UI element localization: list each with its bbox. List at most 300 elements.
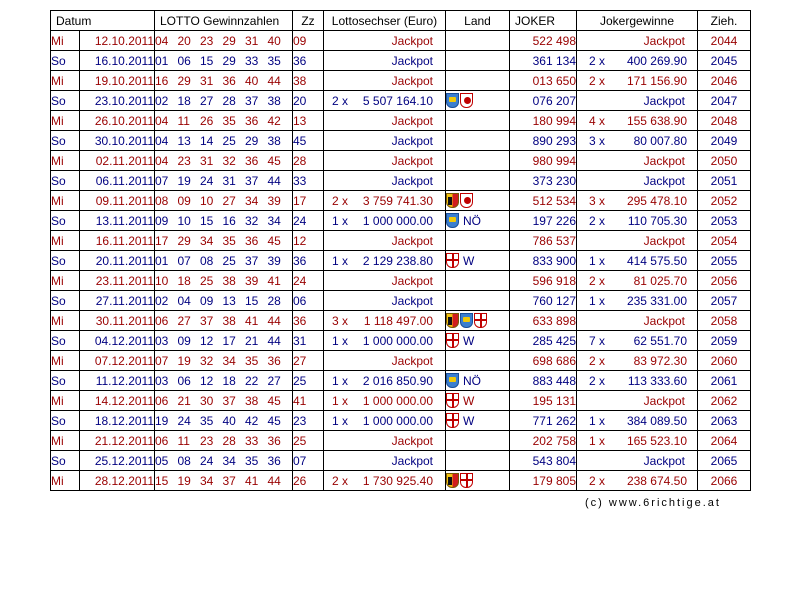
joker-number-cell: 890 293 <box>510 131 577 151</box>
lotto-number: 20 <box>177 33 191 48</box>
sechser-multiplier: 1 x <box>332 394 349 408</box>
ziehung-cell: 2063 <box>698 411 751 431</box>
ziehung-cell: 2054 <box>698 231 751 251</box>
lotto-number: 15 <box>245 293 259 308</box>
lotto-number: 09 <box>177 333 191 348</box>
jokergewinne-cell <box>577 271 698 291</box>
winning-numbers-cell <box>155 51 293 71</box>
joker-multiplier: 7 x <box>589 334 606 348</box>
lotto-number: 17 <box>155 233 169 248</box>
joker-amount: 400 269.90 <box>626 54 687 68</box>
lotto-number: 44 <box>267 73 281 88</box>
lotto-number: 35 <box>200 413 214 428</box>
sechser-amount: 1 118 497.00 <box>363 314 433 328</box>
sechser-amount: 1 000 000.00 <box>362 334 433 348</box>
jokergewinne-cell <box>577 371 698 391</box>
lotto-number: 39 <box>267 193 281 208</box>
lotto-number: 41 <box>245 313 259 328</box>
lottosechser-cell <box>324 131 446 151</box>
jokergewinne-cell <box>577 391 698 411</box>
land-cell <box>446 91 510 111</box>
lotto-number: 27 <box>222 193 236 208</box>
lotto-number: 28 <box>222 93 236 108</box>
lotto-number: 13 <box>177 133 191 148</box>
lotto-number: 37 <box>245 173 259 188</box>
date-cell: 30.11.2011 <box>80 311 155 331</box>
lotto-number: 23 <box>200 433 214 448</box>
jokergewinne-cell <box>577 291 698 311</box>
lotto-number: 35 <box>222 233 236 248</box>
noe-flag-icon <box>446 373 459 388</box>
table-row <box>51 451 751 471</box>
lotto-number: 32 <box>222 153 236 168</box>
table-row <box>51 71 751 91</box>
joker-multiplier: 2 x <box>589 214 606 228</box>
table-row <box>51 431 751 451</box>
winning-numbers-cell <box>155 391 293 411</box>
joker-jackpot: Jackpot <box>643 34 685 48</box>
weekday-cell: Mi <box>51 471 80 491</box>
joker-number-cell: 522 498 <box>510 31 577 51</box>
lotto-number: 29 <box>177 233 191 248</box>
zusatzzahl-cell: 25 <box>293 431 324 451</box>
ziehung-cell: 2046 <box>698 71 751 91</box>
lottosechser-cell <box>324 371 446 391</box>
lottosechser-cell <box>324 451 446 471</box>
lotto-number: 44 <box>267 333 281 348</box>
weekday-cell: So <box>51 251 80 271</box>
joker-amount: 384 089.50 <box>626 414 687 428</box>
lotto-number: 40 <box>267 33 281 48</box>
sechser-amount: 2 016 850.90 <box>362 374 433 388</box>
winning-numbers-cell <box>155 451 293 471</box>
zusatzzahl-cell: 41 <box>293 391 324 411</box>
noe-flag-icon <box>446 93 459 108</box>
lotto-number: 27 <box>177 313 191 328</box>
lotto-number: 18 <box>177 273 191 288</box>
sechser-amount: 1 000 000.00 <box>362 414 433 428</box>
weekday-cell: So <box>51 91 80 111</box>
lottosechser-cell <box>324 391 446 411</box>
joker-multiplier: 2 x <box>589 54 606 68</box>
joker-multiplier: 2 x <box>589 374 606 388</box>
ziehung-cell: 2061 <box>698 371 751 391</box>
joker-amount: 238 674.50 <box>626 474 687 488</box>
joker-jackpot: Jackpot <box>643 154 685 168</box>
zusatzzahl-cell: 06 <box>293 291 324 311</box>
lotto-number: 09 <box>200 293 214 308</box>
lotto-number: 03 <box>155 333 169 348</box>
lottosechser-cell <box>324 171 446 191</box>
lotto-number: 36 <box>245 233 259 248</box>
land-cell <box>446 211 510 231</box>
land-cell <box>446 431 510 451</box>
lotto-number: 29 <box>245 133 259 148</box>
joker-jackpot: Jackpot <box>643 234 685 248</box>
ziehung-cell: 2051 <box>698 171 751 191</box>
jokergewinne-cell <box>577 71 698 91</box>
land-cell <box>446 131 510 151</box>
sechser-jackpot: Jackpot <box>391 454 433 468</box>
table-row <box>51 311 751 331</box>
lotto-number: 08 <box>200 253 214 268</box>
winning-numbers-cell <box>155 291 293 311</box>
sechser-jackpot: Jackpot <box>391 34 433 48</box>
lotto-number: 04 <box>155 113 169 128</box>
sechser-jackpot: Jackpot <box>391 114 433 128</box>
header-gewinnzahlen: LOTTO Gewinnzahlen <box>155 11 293 31</box>
lottosechser-cell <box>324 111 446 131</box>
winning-numbers-cell <box>155 191 293 211</box>
joker-multiplier: 4 x <box>589 114 606 128</box>
table-row <box>51 471 751 491</box>
lotto-number: 36 <box>267 433 281 448</box>
lotto-number: 40 <box>245 73 259 88</box>
lotto-number: 15 <box>155 473 169 488</box>
date-cell: 30.10.2011 <box>80 131 155 151</box>
lotto-number: 08 <box>177 453 191 468</box>
joker-number-cell: 076 207 <box>510 91 577 111</box>
sechser-jackpot: Jackpot <box>391 434 433 448</box>
lotto-number: 10 <box>155 273 169 288</box>
lotto-number: 27 <box>267 373 281 388</box>
header-jokergewinne: Jokergewinne <box>577 11 698 31</box>
kaernten-flag-icon <box>446 473 459 488</box>
ziehung-cell: 2048 <box>698 111 751 131</box>
lotto-number: 16 <box>155 73 169 88</box>
lotto-number: 23 <box>200 33 214 48</box>
ziehung-cell: 2060 <box>698 351 751 371</box>
joker-multiplier: 3 x <box>589 134 606 148</box>
lottosechser-cell <box>324 251 446 271</box>
ziehung-cell: 2050 <box>698 151 751 171</box>
lotto-number: 24 <box>200 173 214 188</box>
ziehung-cell: 2044 <box>698 31 751 51</box>
joker-number-cell: 596 918 <box>510 271 577 291</box>
joker-amount: 83 972.30 <box>633 354 687 368</box>
winning-numbers-cell <box>155 91 293 111</box>
table-row <box>51 251 751 271</box>
zusatzzahl-cell: 38 <box>293 71 324 91</box>
weekday-cell: Mi <box>51 111 80 131</box>
sechser-multiplier: 1 x <box>332 374 349 388</box>
land-cell <box>446 371 510 391</box>
land-code: W <box>463 393 475 408</box>
lotto-number: 37 <box>200 313 214 328</box>
lotto-number: 31 <box>222 173 236 188</box>
lotto-number: 07 <box>177 253 191 268</box>
lotto-number: 35 <box>245 353 259 368</box>
zusatzzahl-cell: 31 <box>293 331 324 351</box>
winning-numbers-cell <box>155 471 293 491</box>
joker-amount: 80 007.80 <box>633 134 687 148</box>
lotto-number: 06 <box>177 53 191 68</box>
land-cell <box>446 391 510 411</box>
winning-numbers-cell <box>155 231 293 251</box>
joker-amount: 235 331.00 <box>626 294 687 308</box>
land-cell <box>446 471 510 491</box>
weekday-cell: Mi <box>51 71 80 91</box>
weekday-cell: So <box>51 291 80 311</box>
winning-numbers-cell <box>155 331 293 351</box>
zusatzzahl-cell: 27 <box>293 351 324 371</box>
joker-number-cell: 786 537 <box>510 231 577 251</box>
joker-jackpot: Jackpot <box>643 454 685 468</box>
lotto-number: 21 <box>245 333 259 348</box>
lotto-number: 10 <box>177 213 191 228</box>
table-header-row <box>51 11 751 31</box>
joker-jackpot: Jackpot <box>643 174 685 188</box>
lotto-number: 36 <box>222 73 236 88</box>
lotto-number: 37 <box>222 473 236 488</box>
zusatzzahl-cell: 24 <box>293 211 324 231</box>
date-cell: 21.12.2011 <box>80 431 155 451</box>
lotto-number: 25 <box>222 133 236 148</box>
land-cell <box>446 271 510 291</box>
lottosechser-cell <box>324 411 446 431</box>
lotto-number: 36 <box>267 453 281 468</box>
sechser-multiplier: 3 x <box>332 314 349 328</box>
land-code: NÖ <box>463 213 481 228</box>
weekday-cell: So <box>51 451 80 471</box>
lotto-number: 17 <box>222 333 236 348</box>
sechser-multiplier: 2 x <box>332 94 349 108</box>
ziehung-cell: 2045 <box>698 51 751 71</box>
lotto-number: 09 <box>155 213 169 228</box>
joker-multiplier: 2 x <box>589 474 606 488</box>
sechser-amount: 3 759 741.30 <box>362 194 433 208</box>
land-cell <box>446 31 510 51</box>
joker-amount: 171 156.90 <box>626 74 687 88</box>
table-row <box>51 191 751 211</box>
tirol-flag-icon <box>460 93 473 108</box>
lotto-number: 34 <box>267 213 281 228</box>
ziehung-cell: 2059 <box>698 331 751 351</box>
joker-multiplier: 1 x <box>589 414 606 428</box>
jokergewinne-cell <box>577 191 698 211</box>
joker-number-cell: 883 448 <box>510 371 577 391</box>
jokergewinne-cell <box>577 411 698 431</box>
lotto-number: 01 <box>155 53 169 68</box>
date-cell: 04.12.2011 <box>80 331 155 351</box>
sechser-jackpot: Jackpot <box>391 74 433 88</box>
lotto-number: 13 <box>222 293 236 308</box>
weekday-cell: So <box>51 211 80 231</box>
date-cell: 13.11.2011 <box>80 211 155 231</box>
lotto-number: 45 <box>267 413 281 428</box>
lotto-number: 45 <box>267 153 281 168</box>
sechser-jackpot: Jackpot <box>391 54 433 68</box>
table-row <box>51 231 751 251</box>
ziehung-cell: 2066 <box>698 471 751 491</box>
winning-numbers-cell <box>155 251 293 271</box>
lotto-number: 35 <box>245 453 259 468</box>
tirol-flag-icon <box>460 193 473 208</box>
lotto-number: 16 <box>222 213 236 228</box>
lotto-number: 06 <box>155 393 169 408</box>
date-cell: 16.11.2011 <box>80 231 155 251</box>
lotto-number: 34 <box>245 193 259 208</box>
lotto-number: 11 <box>177 113 190 128</box>
lotto-number: 08 <box>155 193 169 208</box>
lottosechser-cell <box>324 51 446 71</box>
weekday-cell: Mi <box>51 311 80 331</box>
zusatzzahl-cell: 33 <box>293 171 324 191</box>
date-cell: 16.10.2011 <box>80 51 155 71</box>
lotto-number: 41 <box>245 473 259 488</box>
winning-numbers-cell <box>155 131 293 151</box>
zusatzzahl-cell: 45 <box>293 131 324 151</box>
winning-numbers-cell <box>155 411 293 431</box>
lotto-number: 35 <box>267 53 281 68</box>
lotto-number: 15 <box>200 213 214 228</box>
lotto-number: 19 <box>177 473 191 488</box>
ziehung-cell: 2062 <box>698 391 751 411</box>
header-lottosechser: Lottosechser (Euro) <box>324 11 446 31</box>
lotto-number: 22 <box>245 373 259 388</box>
jokergewinne-cell <box>577 51 698 71</box>
lotto-number: 34 <box>200 473 214 488</box>
winning-numbers-cell <box>155 111 293 131</box>
lotto-number: 04 <box>155 153 169 168</box>
joker-jackpot: Jackpot <box>643 314 685 328</box>
date-cell: 07.12.2011 <box>80 351 155 371</box>
lotto-number: 34 <box>200 233 214 248</box>
jokergewinne-cell <box>577 31 698 51</box>
lotto-number: 01 <box>155 253 169 268</box>
weekday-cell: Mi <box>51 31 80 51</box>
date-cell: 26.10.2011 <box>80 111 155 131</box>
wien-flag-icon <box>460 473 473 488</box>
lotto-number: 02 <box>155 293 169 308</box>
weekday-cell: So <box>51 171 80 191</box>
lotto-number: 39 <box>267 253 281 268</box>
weekday-cell: Mi <box>51 391 80 411</box>
table-row <box>51 51 751 71</box>
lotto-number: 33 <box>245 433 259 448</box>
sechser-amount: 5 507 164.10 <box>362 94 433 108</box>
lotto-number: 04 <box>177 293 191 308</box>
joker-number-cell: 361 134 <box>510 51 577 71</box>
zusatzzahl-cell: 36 <box>293 51 324 71</box>
lotto-number: 24 <box>177 413 191 428</box>
sechser-multiplier: 1 x <box>332 254 349 268</box>
lottosechser-cell <box>324 91 446 111</box>
ziehung-cell: 2057 <box>698 291 751 311</box>
lotto-number: 25 <box>200 273 214 288</box>
header-ziehung: Zieh. <box>698 11 751 31</box>
land-cell <box>446 351 510 371</box>
lotto-number: 06 <box>155 313 169 328</box>
lottosechser-cell <box>324 351 446 371</box>
sechser-multiplier: 2 x <box>332 474 349 488</box>
land-cell <box>446 191 510 211</box>
table-row <box>51 151 751 171</box>
lotto-number: 05 <box>155 453 169 468</box>
lotto-number: 19 <box>155 413 169 428</box>
joker-number-cell: 179 805 <box>510 471 577 491</box>
lotto-number: 38 <box>222 313 236 328</box>
date-cell: 11.12.2011 <box>80 371 155 391</box>
wien-flag-icon <box>446 253 459 268</box>
header-joker: JOKER <box>510 11 577 31</box>
sechser-multiplier: 1 x <box>332 414 349 428</box>
lotto-number: 10 <box>200 193 214 208</box>
table-row <box>51 351 751 371</box>
lotto-number: 37 <box>222 393 236 408</box>
lotto-number: 03 <box>155 373 169 388</box>
lotto-number: 36 <box>267 353 281 368</box>
lotto-number: 28 <box>222 433 236 448</box>
lotto-number: 18 <box>222 373 236 388</box>
lottosechser-cell <box>324 271 446 291</box>
date-cell: 02.11.2011 <box>80 151 155 171</box>
joker-multiplier: 2 x <box>589 74 606 88</box>
lotto-number: 23 <box>177 153 191 168</box>
land-cell <box>446 291 510 311</box>
lotto-number: 19 <box>177 173 191 188</box>
land-code: W <box>463 333 475 348</box>
land-cell <box>446 231 510 251</box>
date-cell: 12.10.2011 <box>80 31 155 51</box>
lotto-number: 35 <box>222 113 236 128</box>
land-cell <box>446 451 510 471</box>
lotto-number: 42 <box>267 113 281 128</box>
lottosechser-cell <box>324 211 446 231</box>
winning-numbers-cell <box>155 371 293 391</box>
wien-flag-icon <box>474 313 487 328</box>
copyright-footer: (c) www.6richtige.at <box>585 497 721 509</box>
lotto-number: 30 <box>200 393 214 408</box>
lottosechser-cell <box>324 471 446 491</box>
winning-numbers-cell <box>155 311 293 331</box>
table-row <box>51 391 751 411</box>
lotto-number: 31 <box>200 73 214 88</box>
jokergewinne-cell <box>577 471 698 491</box>
zusatzzahl-cell: 23 <box>293 411 324 431</box>
joker-number-cell: 698 686 <box>510 351 577 371</box>
lotto-number: 36 <box>245 113 259 128</box>
weekday-cell: Mi <box>51 351 80 371</box>
lotto-number: 38 <box>222 273 236 288</box>
sechser-jackpot: Jackpot <box>391 274 433 288</box>
zusatzzahl-cell: 36 <box>293 251 324 271</box>
joker-number-cell: 771 262 <box>510 411 577 431</box>
lotto-number: 15 <box>200 53 214 68</box>
winning-numbers-cell <box>155 271 293 291</box>
jokergewinne-cell <box>577 91 698 111</box>
lotto-number: 27 <box>200 93 214 108</box>
lotto-number: 34 <box>222 453 236 468</box>
joker-number-cell: 197 226 <box>510 211 577 231</box>
ziehung-cell: 2049 <box>698 131 751 151</box>
zusatzzahl-cell: 20 <box>293 91 324 111</box>
jokergewinne-cell <box>577 451 698 471</box>
lotto-number: 26 <box>200 113 214 128</box>
table-row <box>51 131 751 151</box>
date-cell: 28.12.2011 <box>80 471 155 491</box>
lotto-number: 44 <box>267 473 281 488</box>
lottosechser-cell <box>324 151 446 171</box>
jokergewinne-cell <box>577 151 698 171</box>
lotto-number: 36 <box>245 153 259 168</box>
lotto-number: 21 <box>177 393 191 408</box>
wien-flag-icon <box>446 413 459 428</box>
lotto-number: 31 <box>245 33 259 48</box>
lottosechser-cell <box>324 291 446 311</box>
land-cell <box>446 111 510 131</box>
zusatzzahl-cell: 13 <box>293 111 324 131</box>
